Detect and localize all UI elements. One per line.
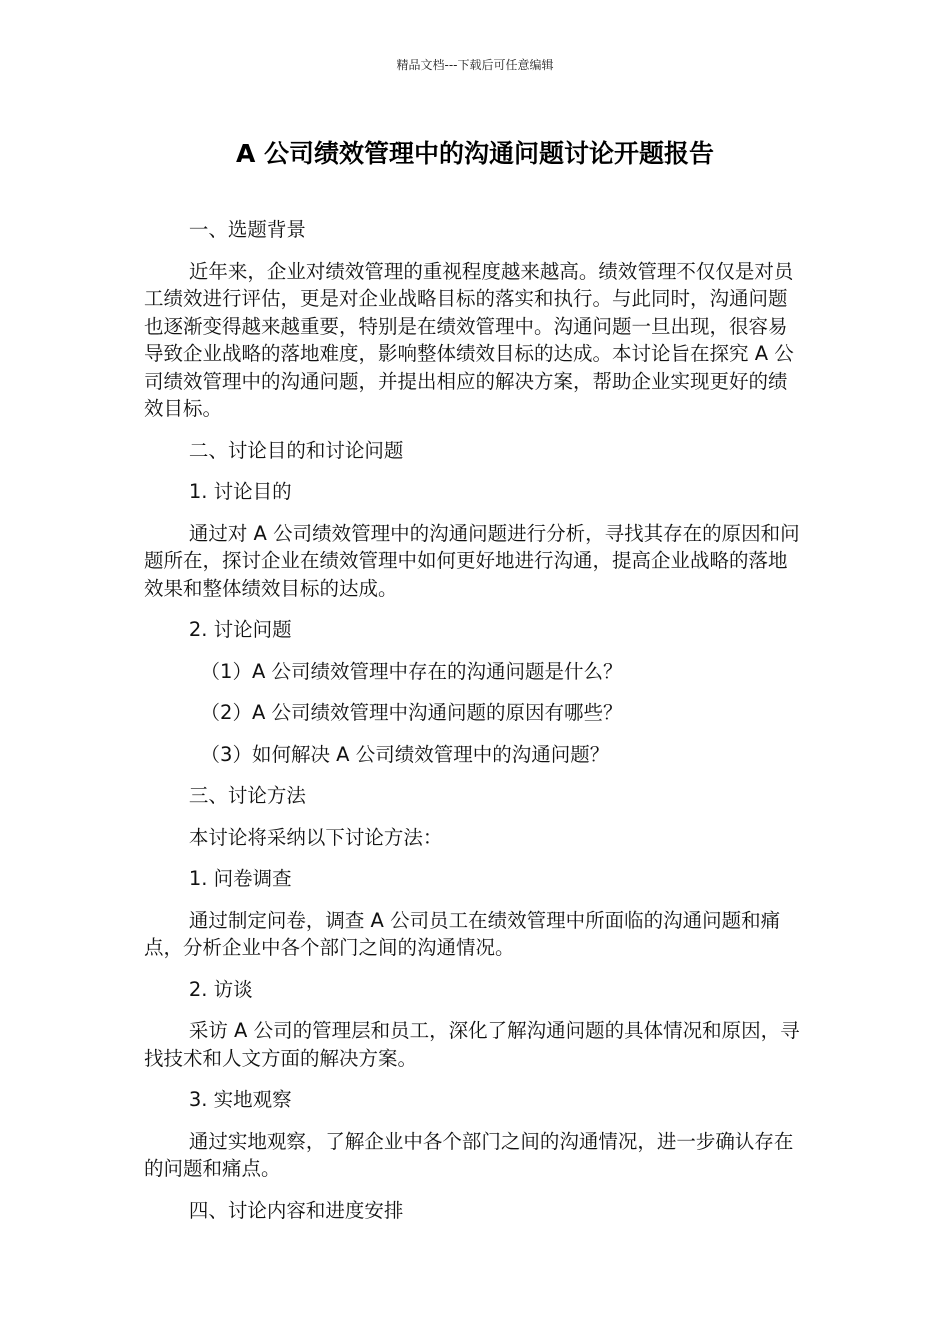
- purpose-paragraph: 通过对 A 公司绩效管理中的沟通问题进行分析，寻找其存在的原因和问题所在，探讨企业在绩效管理中如何更好地进行沟通，提高企业战略的落地效果和整体绩效目标的达成。: [144, 521, 800, 600]
- question-item-3: （3）如何解决 A 公司绩效管理中的沟通问题？: [200, 742, 610, 766]
- section-heading-schedule: 四、讨论内容和进度安排: [188, 1198, 404, 1222]
- background-paragraph: 近年来，企业对绩效管理的重视程度越来越高。绩效管理不仅仅是对员工绩效进行评估，更是对企业战略目标的落实和执行。与此同时，沟通问题也逐渐变得越来越重要，特别是在绩效管理中。沟通问题一旦出现，很容易导致企业战略的落地难度，影响整体绩效目标的达成。本讨论旨在探究 A 公司绩效管理中的沟通问题，并提出相应的解决方案，帮助企业实现更好的绩效目标。: [144, 259, 794, 420]
- method-paragraph-survey: 通过制定问卷，调查 A 公司员工在绩效管理中所面临的沟通问题和痛点，分析企业中各个部门之间的沟通情况。: [144, 908, 781, 959]
- method-heading-observation: 3. 实地观察: [188, 1088, 292, 1111]
- method-paragraph-interview: 采访 A 公司的管理层和员工，深化了解沟通问题的具体情况和原因，寻找技术和人文方面的解决方案。: [144, 1019, 800, 1070]
- subheading-questions: 2. 讨论问题: [188, 618, 292, 641]
- section-heading-purpose: 二、讨论目的和讨论问题: [188, 438, 404, 462]
- question-item-2: （2）A 公司绩效管理中沟通问题的原因有哪些？: [200, 701, 623, 724]
- page-header: 精品文档---下载后可任意编辑: [396, 58, 554, 72]
- method-heading-interview: 2. 访谈: [188, 977, 253, 1001]
- methods-intro: 本讨论将采纳以下讨论方法：: [188, 825, 443, 849]
- document-body: [144, 216, 806, 1238]
- method-paragraph-observation: 通过实地观察，了解企业中各个部门之间的沟通情况，进一步确认存在的问题和痛点。: [144, 1129, 794, 1180]
- question-item-1: （1）A 公司绩效管理中存在的沟通问题是什么？: [200, 659, 623, 683]
- document-title: A 公司绩效管理中的沟通问题讨论开题报告: [235, 139, 715, 168]
- subheading-purpose: 1. 讨论目的: [188, 480, 292, 503]
- method-heading-survey: 1. 问卷调查: [188, 867, 292, 890]
- section-heading-background: 一、选题背景: [188, 218, 306, 241]
- section-heading-methods: 三、讨论方法: [188, 784, 306, 807]
